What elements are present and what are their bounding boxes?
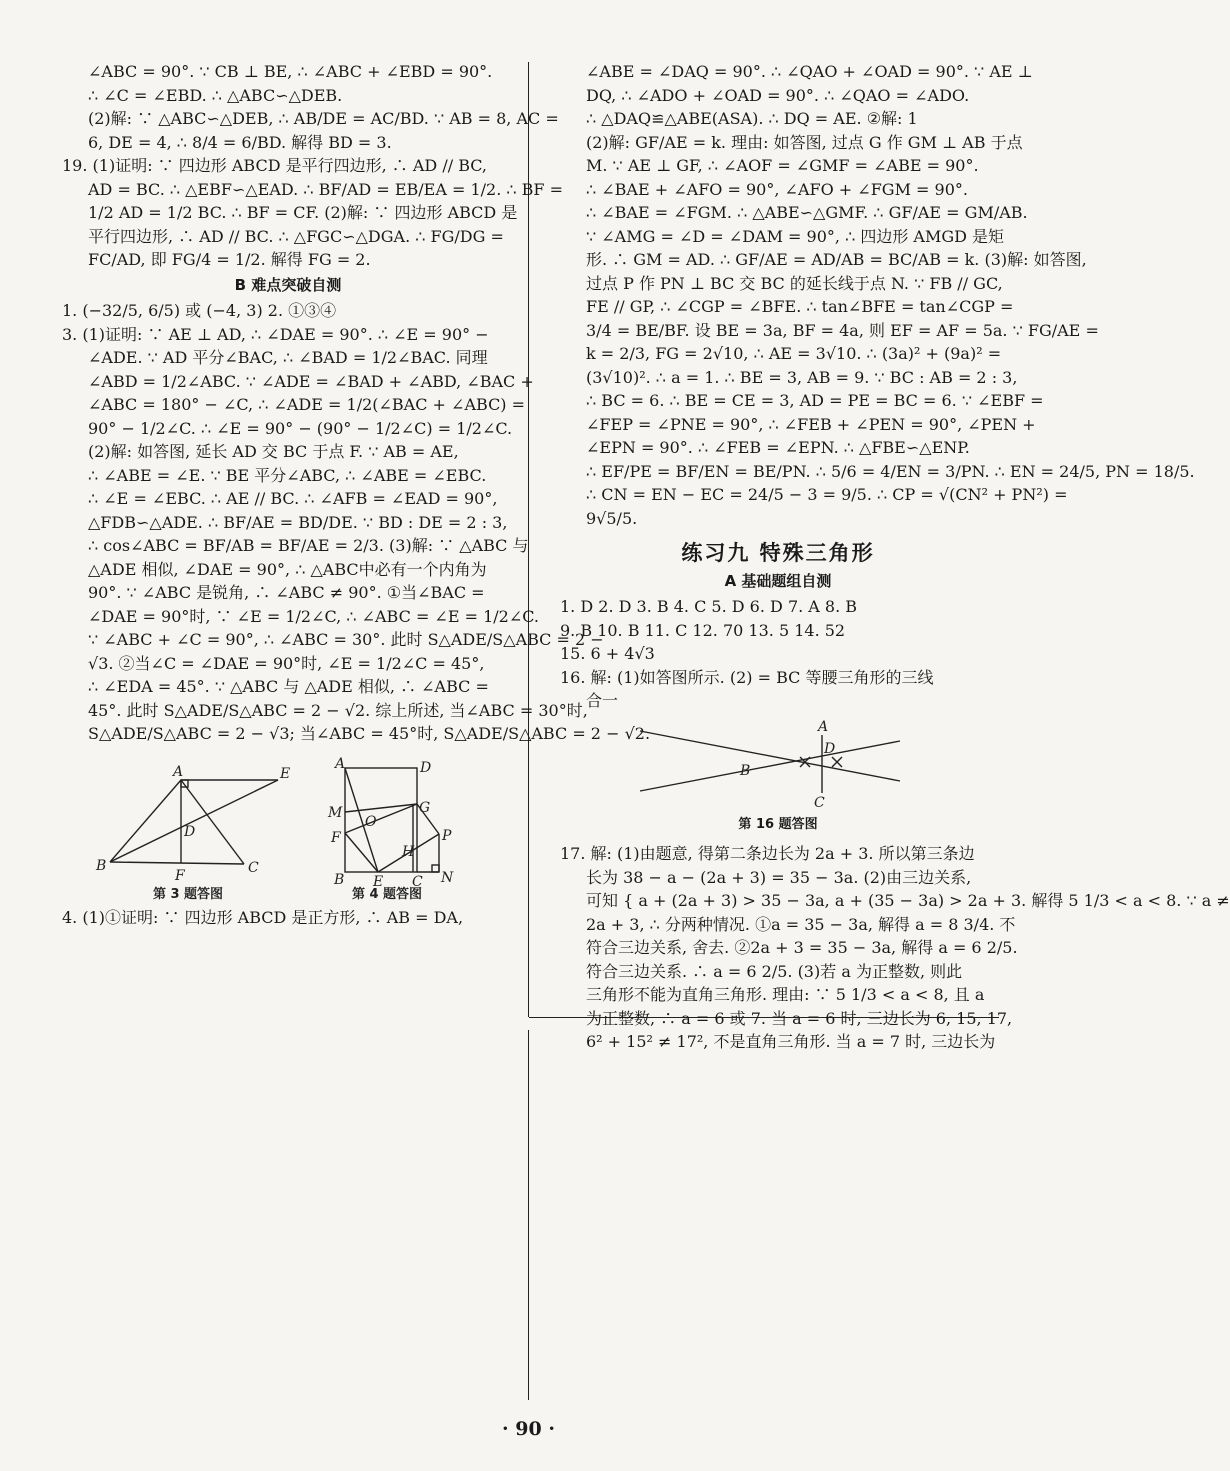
text-line: ∴ CN = EN − EC = 24/5 − 3 = 9/5. ∴ CP = √(CN² + PN²) = [586, 485, 1068, 504]
fig4-label-o: O [365, 813, 377, 830]
text-line: ∴ ∠E = ∠EBC. ∴ AE // BC. ∴ ∠AFB = ∠EAD = 90°, [88, 489, 498, 508]
fig4-label-m: M [328, 804, 343, 821]
text-line: 符合三边关系. ∴ a = 6 2/5. (3)若 a 为正整数, 则此 [586, 961, 963, 981]
text-line: √3. ②当∠C = ∠DAE = 90°时, ∠E = 1/2∠C = 45°, [88, 653, 485, 673]
figure-16-lines [640, 731, 900, 793]
fig16-label-c: C [814, 794, 825, 811]
text-line: ∵ ∠AMG = ∠D = ∠DAM = 90°, ∴ 四边形 AMGD 是矩 [586, 226, 1005, 246]
text-line: 19. (1)证明: ∵ 四边形 ABCD 是平行四边形, ∴ AD // BC, [62, 156, 488, 175]
text-line: S△ADE/S△ABC = 2 − √3; 当∠ABC = 45°时, S△ADE/S△ABC = 2 − √2. [88, 724, 651, 743]
right-block-3 [560, 842, 1230, 1054]
fig3-label-a: A [173, 763, 184, 780]
figure-4-lines [345, 768, 439, 872]
text-line: 3/4 = BE/BF. 设 BE = 3a, BF = 4a, 则 EF = AF = 5a. ∵ FG/AE = [586, 320, 1099, 340]
text-line: 1. (−32/5, 6/5) 或 (−4, 3) 2. ①③④ [62, 301, 337, 320]
fig16-label-a: A [818, 718, 829, 735]
text-line: 6² + 15² ≠ 17², 不是直角三角形. 当 a = 7 时, 三边长为 [586, 1032, 996, 1051]
figure-3 [62, 755, 514, 902]
text-line: 9√5/5. [586, 508, 638, 528]
text-line: 1. D 2. D 3. B 4. C 5. D 6. D 7. A 8. B [560, 597, 858, 616]
fig4-label-e: E [373, 873, 384, 890]
fig3-label-d: D [184, 823, 196, 840]
column-divider-bottom [528, 1030, 529, 1400]
section-heading-b: B 难点突破自测 [234, 275, 342, 294]
text-line: (2)解: GF/AE = k. 理由: 如答图, 过点 G 作 GM ⊥ AB 于点 [586, 132, 1023, 152]
fig4-label-b: B [334, 871, 345, 888]
text-line: 过点 P 作 PN ⊥ BC 交 BC 的延长线于点 N. ∵ FB // GC, [586, 273, 1003, 293]
text-line: ∴ ∠ABE = ∠E. ∵ BE 平分∠ABC, ∴ ∠ABE = ∠EBC. [88, 465, 487, 485]
text-line: 9. B 10. B 11. C 12. 70 13. 5 14. 52 [560, 620, 846, 640]
right-block-1 [560, 60, 1195, 530]
figure-3-lines [110, 780, 278, 864]
text-line: DQ, ∴ ∠ADO + ∠OAD = 90°. ∴ ∠QAO = ∠ADO. [586, 85, 970, 105]
text-line: 17. 解: (1)由题意, 得第二条边长为 2a + 3. 所以第三条边 [560, 844, 975, 863]
fig4-label-g: G [419, 799, 431, 816]
figure-16 [560, 713, 996, 813]
fig4-label-f: F [331, 829, 341, 846]
text-line: ∴ EF/PE = BF/EN = BE/PN. ∴ 5/6 = 4/EN = 3/PN. ∴ EN = 24/5, PN = 18/5. [586, 461, 1195, 481]
text-line: ∠DAE = 90°时, ∵ ∠E = 1/2∠C, ∴ ∠ABC = ∠E = 1/2∠C. [88, 606, 540, 626]
left-block-1 [62, 60, 563, 272]
text-line: ∴ cos∠ABC = BF/AB = BF/AE = 2/3. (3)解: ∵ △ABC 与 [88, 536, 529, 555]
figures-row [62, 755, 514, 902]
text-line: FE // GP, ∴ ∠CGP = ∠BFE. ∴ tan∠BFE = tan∠CGP = [586, 297, 1014, 316]
text-line: △ADE 相似, ∠DAE = 90°, ∴ △ABC中必有一个内角为 [88, 559, 487, 579]
text-line: ∠ABE = ∠DAQ = 90°. ∴ ∠QAO + ∠OAD = 90°. ∵ AE ⊥ [586, 62, 1033, 81]
text-line: 形. ∴ GM = AD. ∴ GF/AE = AD/AB = BC/AB = k. (3)解: 如答图, [586, 250, 1087, 269]
text-line: ∴ ∠C = ∠EBD. ∴ △ABC∽△DEB. [88, 85, 343, 105]
chapter-title: 练习九 特殊三角形 [681, 541, 875, 565]
section-heading-a: A 基础题组自测 [724, 571, 832, 590]
text-line: 3. (1)证明: ∵ AE ⊥ AD, ∴ ∠DAE = 90°. ∴ ∠E = 90° − [62, 324, 489, 344]
text-line: 16. 解: (1)如答图所示. (2) = BC 等腰三角形的三线 [560, 667, 934, 687]
text-line: 合一 [586, 691, 619, 710]
fig16-caption: 第 16 题答图 [738, 816, 818, 832]
right-block-2 [560, 595, 996, 713]
text-line: ∠EPN = 90°. ∴ ∠FEB = ∠EPN. ∴ △FBE∽△ENP. [586, 438, 970, 457]
left-last-line: 4. (1)①证明: ∵ 四边形 ABCD 是正方形, ∴ AB = DA, [62, 907, 464, 927]
right-column [560, 60, 1230, 1054]
text-line: 90°. ∵ ∠ABC 是锐角, ∴ ∠ABC ≠ 90°. ①当∠BAC = [88, 583, 485, 602]
text-line: 2a + 3, ∴ 分两种情况. ①a = 35 − 3a, 解得 a = 8 3/4. 不 [586, 914, 1016, 934]
text-line: ∴ ∠EDA = 45°. ∵ △ABC 与 △ADE 相似, ∴ ∠ABC = [88, 677, 489, 696]
text-line: (3√10)². ∴ a = 1. ∴ BE = 3, AB = 9. ∵ BC : AB = 2 : 3, [586, 367, 1018, 387]
fig16-label-b: B [740, 762, 751, 779]
text-line: ∠ADE. ∵ AD 平分∠BAC, ∴ ∠BAD = 1/2∠BAC. 同理 [88, 348, 488, 367]
text-line: 1/2 AD = 1/2 BC. ∴ BF = CF. (2)解: ∵ 四边形 ABCD 是 [88, 203, 518, 222]
text-line: 15. 6 + 4√3 [560, 644, 655, 663]
page-number: · 90 · [502, 1418, 555, 1440]
text-line: △FDB∽△ADE. ∴ BF/AE = BD/DE. ∵ BD : DE = 2 : 3, [88, 512, 508, 532]
text-line: (2)解: ∵ △ABC∽△DEB, ∴ AB/DE = AC/BD. ∵ AB = 8, AC = [88, 109, 559, 128]
fig4-caption: 第 4 题答图 [351, 886, 423, 902]
text-line: ∴ ∠BAE + ∠AFO = 90°, ∠AFO + ∠FGM = 90°. [586, 179, 968, 199]
fig3-label-b: B [96, 857, 107, 874]
fig3-caption: 第 3 题答图 [152, 886, 224, 902]
text-line: AD = BC. ∴ △EBF∽△EAD. ∴ BF/AD = EB/EA = 1/2. ∴ BF = [88, 179, 563, 199]
text-line: 平行四边形, ∴ AD // BC. ∴ △FGC∽△DGA. ∴ FG/DG = [88, 226, 504, 246]
text-line: 可知 { a + (2a + 3) > 35 − 3a, a + (35 − 3a) > 2a + 3. 解得 5 1/3 < a < 8. ∵ a ≠ [586, 891, 1230, 910]
text-line: ∠FEP = ∠PNE = 90°, ∴ ∠FEB + ∠PEN = 90°, ∠PEN + [586, 414, 1036, 434]
text-line: ∠ABC = 180° − ∠C, ∴ ∠ADE = 1/2(∠BAC + ∠ABC) = [88, 395, 526, 414]
fig4-label-p: P [442, 827, 452, 844]
text-line: ∠ABD = 1/2∠ABC. ∵ ∠ADE = ∠BAD + ∠ABD, ∠BAC + [88, 371, 534, 391]
text-line: 90° − 1/2∠C. ∴ ∠E = 90° − (90° − 1/2∠C) = 1/2∠C. [88, 418, 513, 438]
text-line: ∴ ∠BAE = ∠FGM. ∴ △ABE∽△GMF. ∴ GF/AE = GM/AB. [586, 203, 1028, 222]
text-line: 45°. 此时 S△ADE/S△ABC = 2 − √2. 综上所述, 当∠ABC = 30°时, [88, 700, 588, 720]
text-line: FC/AD, 即 FG/4 = 1/2. 解得 FG = 2. [88, 250, 371, 269]
text-line: M. ∵ AE ⊥ GF, ∴ ∠AOF = ∠GMF = ∠ABE = 90°. [586, 156, 979, 175]
text-line: 为正整数, ∴ a = 6 或 7. 当 a = 6 时, 三边长为 6, 15, 17, [586, 1008, 1013, 1028]
text-line: 三角形不能为直角三角形. 理由: ∵ 5 1/3 < a < 8, 且 a [586, 985, 985, 1004]
text-line: 长为 38 − a − (2a + 3) = 35 − 3a. (2)由三边关系, [586, 867, 972, 887]
text-line: 6, DE = 4, ∴ 8/4 = 6/BD. 解得 BD = 3. [88, 132, 392, 152]
text-line: ∴ BC = 6. ∴ BE = CE = 3, AD = PE = BC = 6. ∵ ∠EBF = [586, 391, 1044, 410]
fig16-label-d: D [824, 740, 836, 757]
fig4-label-h: H [402, 843, 415, 860]
fig4-label-a: A [335, 755, 346, 772]
text-line: k = 2/3, FG = 2√10, ∴ AE = 3√10. ∴ (3a)² + (9a)² = [586, 344, 1002, 363]
text-line: (2)解: 如答图, 延长 AD 交 BC 于点 F. ∵ AB = AE, [88, 442, 459, 461]
fig3-label-f: F [175, 867, 185, 884]
fig3-label-e: E [280, 765, 291, 782]
fig4-label-n: N [441, 869, 454, 886]
text-line: ∴ △DAQ≌△ABE(ASA). ∴ DQ = AE. ②解: 1 [586, 109, 918, 128]
fig4-label-c: C [412, 873, 423, 890]
text-line: ∵ ∠ABC + ∠C = 90°, ∴ ∠ABC = 30°. 此时 S△ADE/S△ABC = 2 − [88, 630, 604, 649]
text-line: ∠ABC = 90°. ∵ CB ⊥ BE, ∴ ∠ABC + ∠EBD = 90°. [88, 62, 493, 81]
fig4-label-d: D [420, 759, 432, 776]
fig3-label-c: C [248, 859, 259, 876]
text-line: 符合三边关系, 舍去. ②2a + 3 = 35 − 3a, 解得 a = 6 2/5. [586, 938, 1018, 957]
